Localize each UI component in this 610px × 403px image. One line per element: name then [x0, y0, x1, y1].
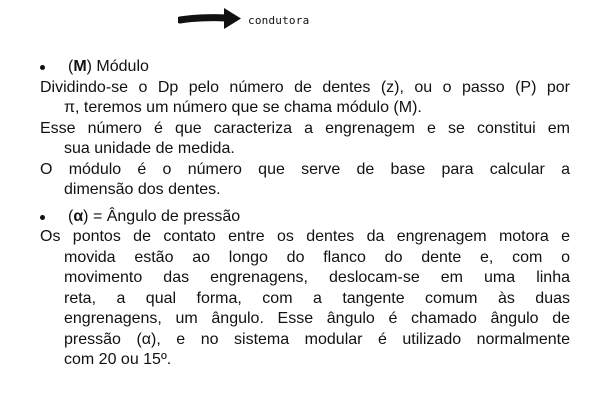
- text-line: Dividindo-se o Dp pelo número de dentes (z), ou o passo (P) por: [40, 78, 570, 96]
- modulo-heading: [40, 57, 570, 78]
- angulo-paragraph: [40, 227, 570, 371]
- modulo-paragraph-1: [40, 78, 570, 119]
- modulo-heading-open: (: [68, 58, 74, 75]
- angulo-heading-text: ) = Ângulo de pressão: [83, 207, 241, 225]
- text-line: π, teremos um número que se chama módulo (M).: [64, 99, 422, 116]
- text-line: pressão (α), e no sistema modular é utilizado normalmente: [64, 330, 570, 348]
- bullet-icon: [40, 215, 45, 220]
- document-body: [40, 57, 570, 371]
- modulo-paragraph-3: [40, 160, 570, 201]
- text-line: O módulo é o número que serve de base para calcular a: [40, 160, 570, 178]
- angulo-heading-open: (: [68, 207, 74, 225]
- text-line: sua unidade de medida.: [64, 140, 235, 157]
- text-line: dimensão dos dentes.: [64, 181, 221, 198]
- text-line: movimento das engrenagens, deslocam-se em uma linha: [64, 269, 570, 286]
- text-line: reta, a qual forma, com a tangente comum às duas: [64, 289, 570, 307]
- arrow-figure: [178, 4, 338, 38]
- text-line: Os pontos de contato entre os dentes da engrenagem motora e: [40, 228, 570, 245]
- bullet-icon: [40, 65, 45, 70]
- modulo-symbol: M: [73, 58, 87, 75]
- text-line: engrenagens, um ângulo. Esse ângulo é chamado ângulo de: [64, 310, 570, 327]
- modulo-paragraph-2: [40, 119, 570, 160]
- text-line: movida estão ao longo do flanco do dente e, com o: [64, 248, 570, 266]
- angulo-heading: [40, 207, 570, 228]
- modulo-heading-text: ) Módulo: [86, 58, 149, 75]
- text-line: Esse número é que caracteriza a engrenagem e se constitui em: [40, 119, 570, 137]
- text-line: com 20 ou 15º.: [64, 351, 172, 368]
- arrow-label: condutora: [248, 14, 310, 27]
- right-arrow-icon: [178, 4, 244, 34]
- alpha-symbol: α: [73, 207, 84, 225]
